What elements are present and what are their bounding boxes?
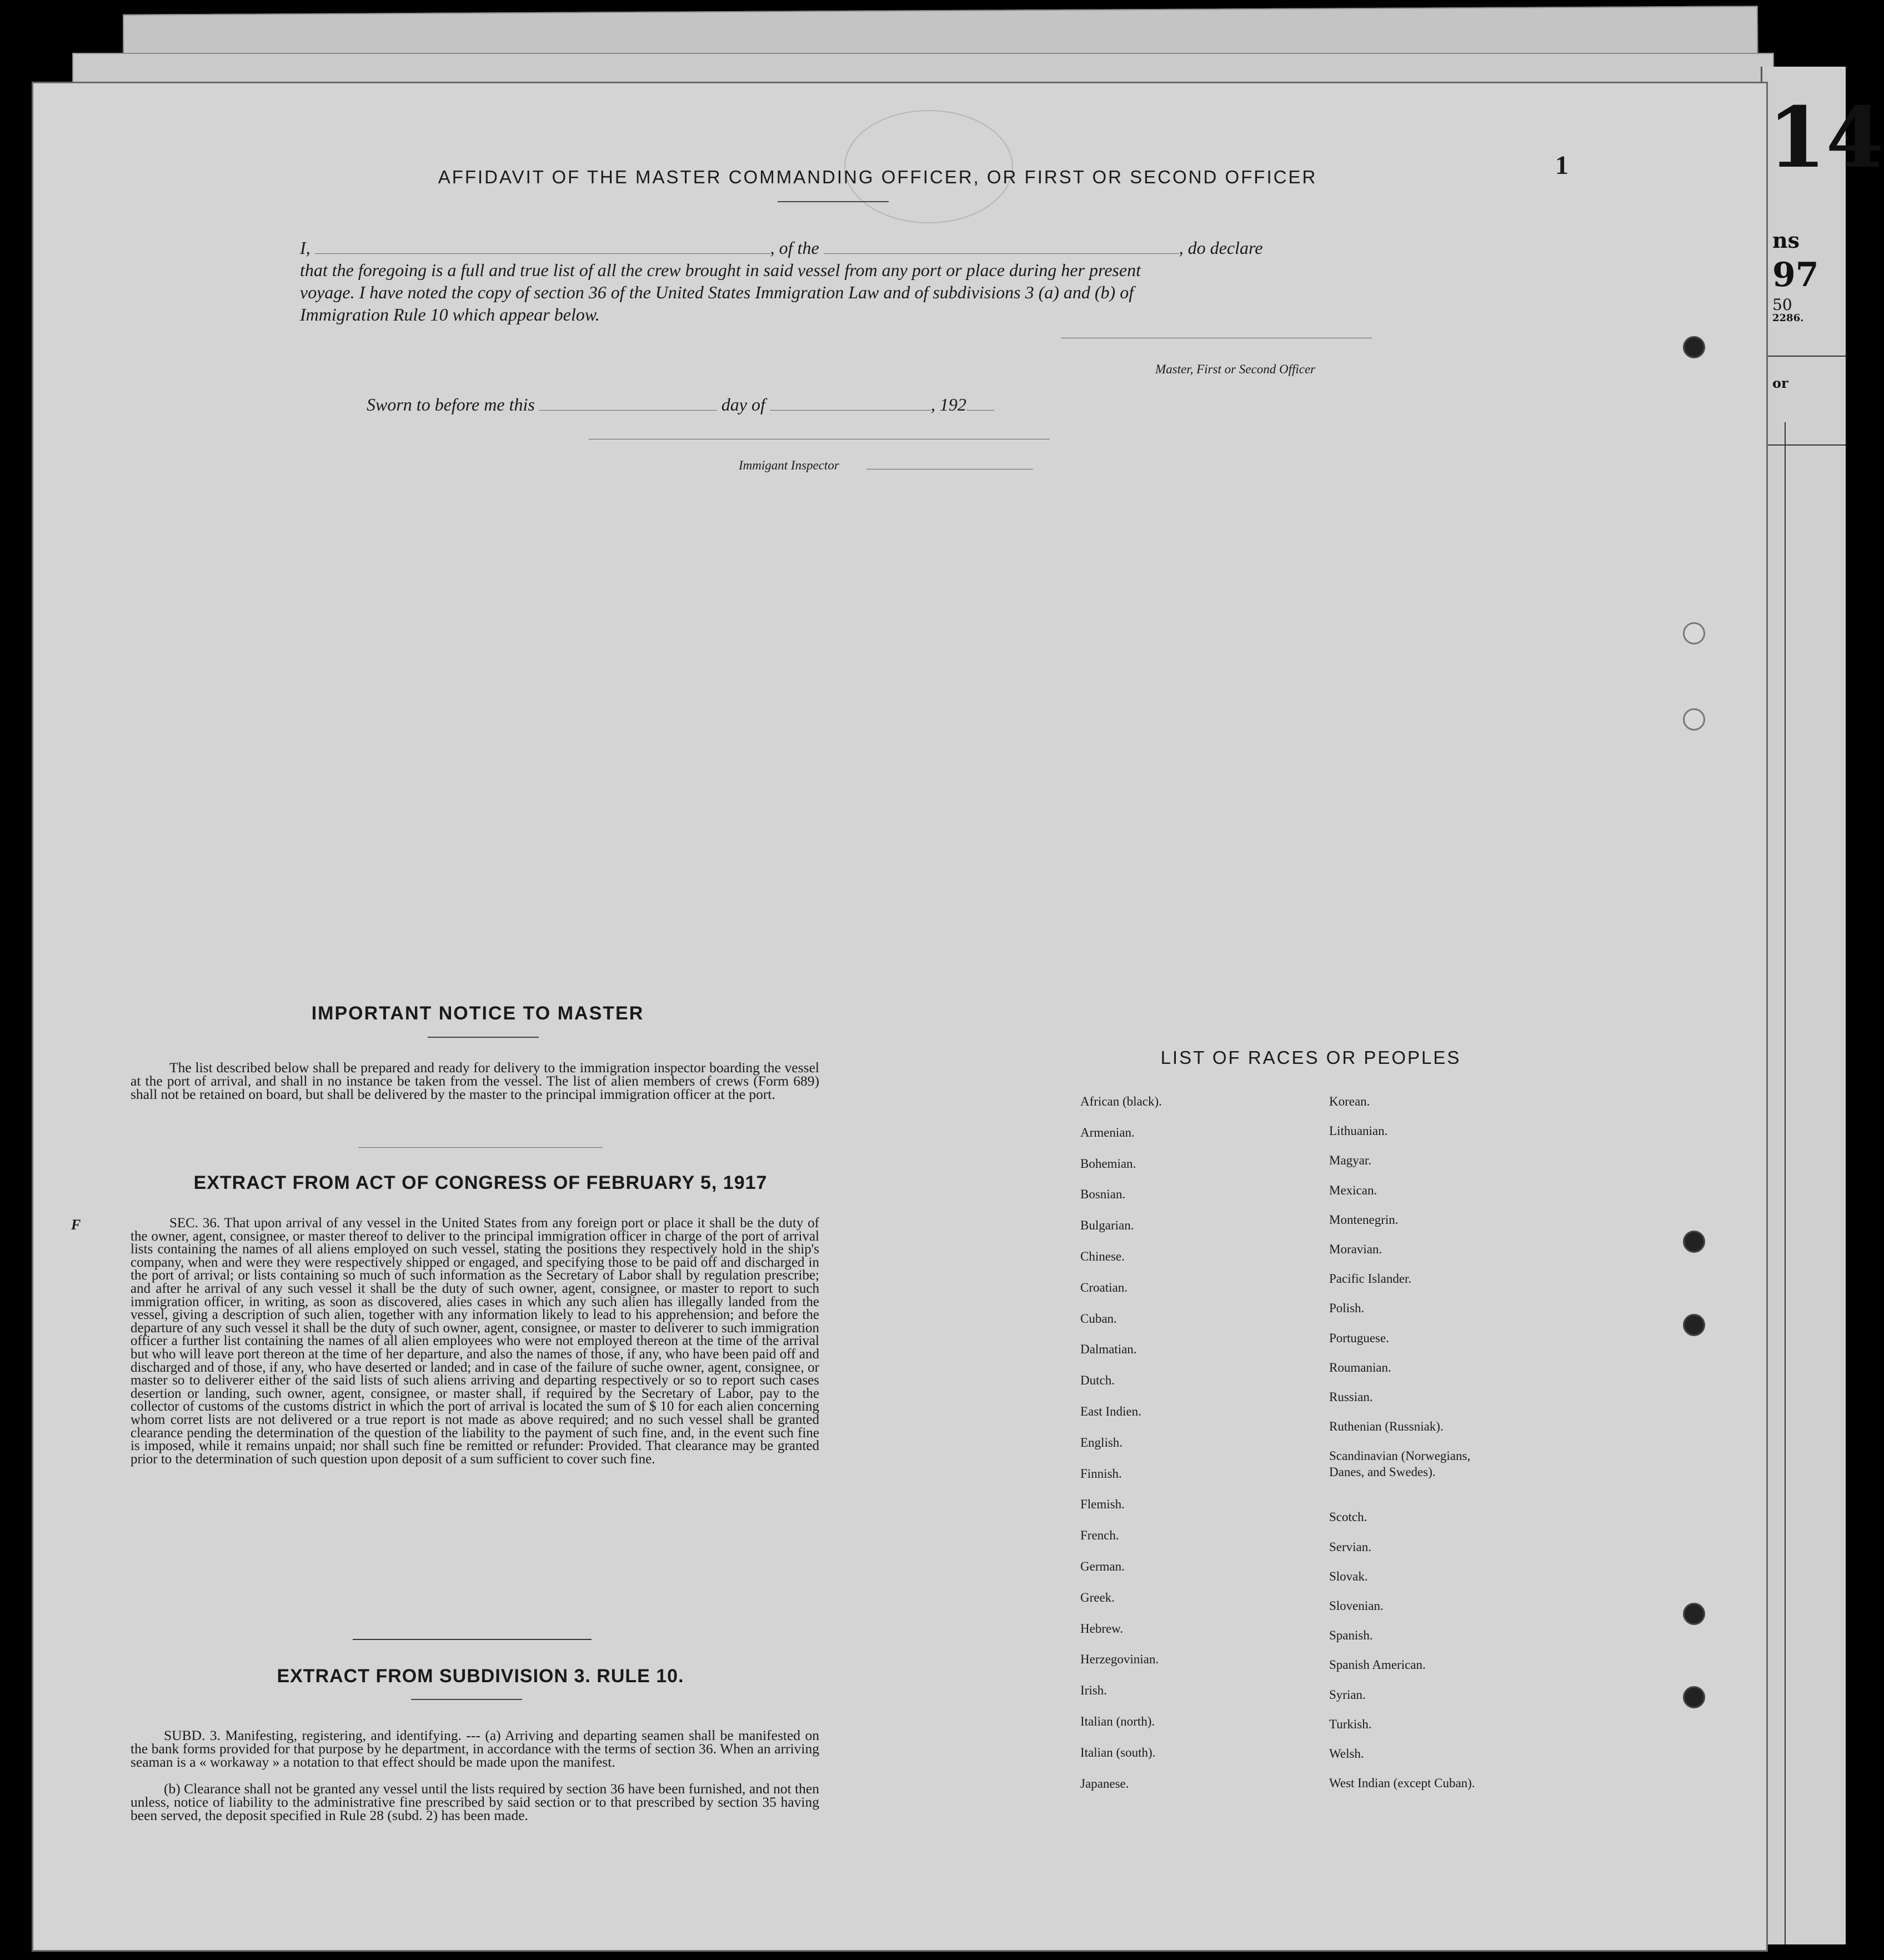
race-item: Croatian.: [1080, 1280, 1128, 1294]
act-extract-text: SEC. 36. That upon arrival of any vessel in the United States from any foreign port or place it shall be the duty of the owner, agent, consignee, or master thereof to deliver to the principal immigration officer in charge of the port of arrival lists containing the names of all aliens employed on such vessel, stating the positions they respectively hold in the ship's company, when and were they were respectively shipped or engaged, and specifying those to be paid off and discharged in the port of arrival; or lists containing so much of such information as the Secretary of Labor shall by regulation prescribe; and after he arrival of any such vessel it shall be the duty of such owner, agent, consignee, or master to report to such immigration officer, in writing, as soon as discovered, alies cases in which any such alien has illegally landed from the vessel, giving a description of such alien, together with any information likely to lead to his apprehension; and before the departure of any such vessel it shall be the duty of such owner, agent, consignee, or master to deliverer to such immigration officer a further list containing the names of all alien employees who were not employed thereon at the time of the arrival but who will leave port thereon at the time of her departure, and also the names of those, if any, who have been paid off and discharged and of those, if any, who have deserted or landed; and in case of the failure of suche owner, agent, consignee, or master so to deliverer either of the said lists of such aliens arriving and departing respectively or so to report such cases desertion or landing, such owner, agent, consignee, or master shall, if required by the Secretary of Labor, pay to the collector of customs of the customs district in which the port of arrival is located the sum of $ 10 for each alien concerning whom corret lists are not delivered or a true report is not made as above required; and no such vessel shall be granted clearance pending the determination of the question of the liability to the payment of such fine, and, in the event such fine is imposed, while it remains unpaid; nor shall such fine be remitted or refunder: Provided. That clearance may be granted prior to the determination of such question upon deposit of a sum sufficient to cover such fine.: [131, 1216, 819, 1467]
affidavit-line-3: voyage. I have noted the copy of section 36 of the United States Immigration Law and of subdivisions 3 (a) and (b) of: [300, 282, 1134, 302]
race-item: Scandinavian (Norwegians, Danes, and Swedes).: [1329, 1449, 1471, 1479]
punch-hole: [1683, 622, 1705, 644]
race-item: Spanish.: [1329, 1628, 1373, 1643]
edge-text: or: [1772, 375, 1788, 391]
affidavit-declare: , do declare: [1179, 238, 1263, 258]
affidavit-of-the: , of the: [770, 238, 819, 258]
manifest-sheet: [33, 83, 1766, 1950]
punch-hole: [1683, 336, 1705, 358]
races-heading: LIST OF RACES OR PEOPLES: [1160, 1047, 1461, 1068]
race-item: Irish.: [1080, 1683, 1107, 1698]
race-item: Flemish.: [1080, 1497, 1125, 1512]
punch-hole: [1683, 708, 1705, 731]
notice-text: The list described below shall be prepared and ready for delivery to the immigration inspector boarding the vessel at the port of arrival, and shall in no instance be taken from the vessel. The list of alien members of crews (Form 689) shall not be retained on board, but shall be delivered by the master to the principal immigration officer at the port.: [131, 1059, 819, 1102]
race-item: Moravian.: [1329, 1242, 1382, 1256]
margin-mark: F: [71, 1217, 81, 1233]
sworn-day-blank: [539, 410, 717, 411]
race-item: Herzegovinian.: [1080, 1652, 1159, 1667]
inspector-label: Immigant Inspector: [739, 458, 839, 472]
race-item: Dalmatian.: [1080, 1342, 1137, 1357]
divider: [428, 1037, 539, 1038]
divider: [778, 201, 889, 202]
race-item: West Indian (except Cuban).: [1329, 1776, 1475, 1791]
race-item: Roumanian.: [1329, 1360, 1391, 1374]
punch-hole: [1683, 1686, 1705, 1708]
sworn-label: Sworn to before me this: [367, 394, 535, 414]
affidavit-heading: AFFIDAVIT OF THE MASTER COMMANDING OFFICER, OR FIRST OR SECOND OFFICER: [438, 167, 1317, 187]
race-item: African (black).: [1080, 1094, 1162, 1108]
notice-heading: IMPORTANT NOTICE TO MASTER: [311, 1003, 644, 1024]
race-item: Dutch.: [1080, 1373, 1115, 1388]
rule-extract-text-a: SUBD. 3. Manifesting, registering, and identifying. --- (a) Arriving and departing seamen shall be manifested on the bank forms provided for that purpose by he department, in accordance with the terms of section 36. When an arriving seaman is a « workaway » a notation to that effect should be made upon the manifest.: [131, 1727, 819, 1770]
race-item: Bulgarian.: [1080, 1218, 1134, 1233]
race-item: Servian.: [1329, 1539, 1372, 1554]
edge-text: 2286.: [1772, 312, 1804, 324]
race-item: Slovak.: [1329, 1569, 1368, 1583]
edge-text: 50: [1772, 296, 1792, 314]
race-item: English.: [1080, 1435, 1123, 1449]
punch-hole: [1683, 1314, 1705, 1336]
race-item: Japanese.: [1080, 1776, 1129, 1791]
race-item: Bohemian.: [1080, 1156, 1136, 1171]
race-item: Greek.: [1080, 1590, 1115, 1604]
adjacent-page-edge: [1761, 67, 1884, 1944]
name-blank: [315, 253, 770, 254]
race-item: Slovenian.: [1329, 1599, 1384, 1613]
edge-text: ns: [1772, 228, 1800, 253]
race-item: Polish.: [1329, 1301, 1365, 1316]
race-item: East Indien.: [1080, 1404, 1141, 1418]
race-item: Italian (north).: [1080, 1714, 1155, 1728]
race-item: Finnish.: [1080, 1466, 1122, 1481]
race-item: Scotch.: [1329, 1510, 1367, 1524]
race-item: Ruthenian (Russniak).: [1329, 1419, 1444, 1434]
race-item: Russian.: [1329, 1390, 1373, 1404]
day-of-label: day of: [721, 394, 765, 414]
race-item: Cuban.: [1080, 1311, 1117, 1326]
edge-page-number: 14: [1768, 89, 1884, 187]
year-label: , 192: [930, 394, 966, 414]
affidavit-line-4: Immigration Rule 10 which appear below.: [300, 304, 600, 324]
race-item: Magyar.: [1329, 1153, 1372, 1168]
act-extract-heading: EXTRACT FROM ACT OF CONGRESS OF FEBRUARY 5, 1917: [193, 1172, 768, 1193]
divider: [411, 1699, 522, 1700]
race-item: Portuguese.: [1329, 1331, 1389, 1345]
sworn-line: [367, 394, 1144, 415]
race-item: Lithuanian.: [1329, 1124, 1388, 1138]
race-item: Syrian.: [1329, 1687, 1366, 1702]
punch-hole: [1683, 1231, 1705, 1253]
rule-extract-heading: EXTRACT FROM SUBDIVISION 3. RULE 10.: [277, 1666, 684, 1687]
race-item: Armenian.: [1080, 1125, 1135, 1139]
race-item: German.: [1080, 1559, 1125, 1573]
race-item: Pacific Islander.: [1329, 1272, 1412, 1286]
sworn-month-blank: [770, 410, 931, 411]
race-item: Chinese.: [1080, 1249, 1125, 1263]
race-item: Italian (south).: [1080, 1745, 1156, 1759]
page-mark: 1: [1555, 151, 1569, 180]
affidavit-line-1: [300, 238, 1411, 258]
race-item: Hebrew.: [1080, 1621, 1124, 1636]
race-item: French.: [1080, 1528, 1119, 1543]
race-item: Bosnian.: [1080, 1187, 1126, 1202]
divider: [353, 1639, 592, 1640]
signature-label: Master, First or Second Officer: [1155, 362, 1316, 376]
rule-extract-text-b: (b) Clearance shall not be granted any vessel until the lists required by section 36 have been furnished, and not then unless, notice of liability to the administrative fine prescribed by said section or to that prescribed by section 35 having been served, the deposit specified in Rule 28 (subd. 2) has been made.: [131, 1781, 819, 1823]
affidavit-line-2: that the foregoing is a full and true list of all the crew brought in said vessel from any port or place during her present: [300, 260, 1141, 280]
race-item: Welsh.: [1329, 1747, 1364, 1761]
race-item: Mexican.: [1329, 1183, 1377, 1197]
vessel-blank: [824, 253, 1179, 254]
race-item: Spanish American.: [1329, 1658, 1426, 1672]
race-item: Korean.: [1329, 1094, 1370, 1108]
punch-hole: [1683, 1603, 1705, 1625]
race-item: Montenegrin.: [1329, 1212, 1399, 1227]
divider: [358, 1147, 603, 1148]
affidavit-i: I,: [300, 238, 310, 258]
race-item: Turkish.: [1329, 1717, 1372, 1731]
edge-text: 97: [1772, 256, 1819, 294]
